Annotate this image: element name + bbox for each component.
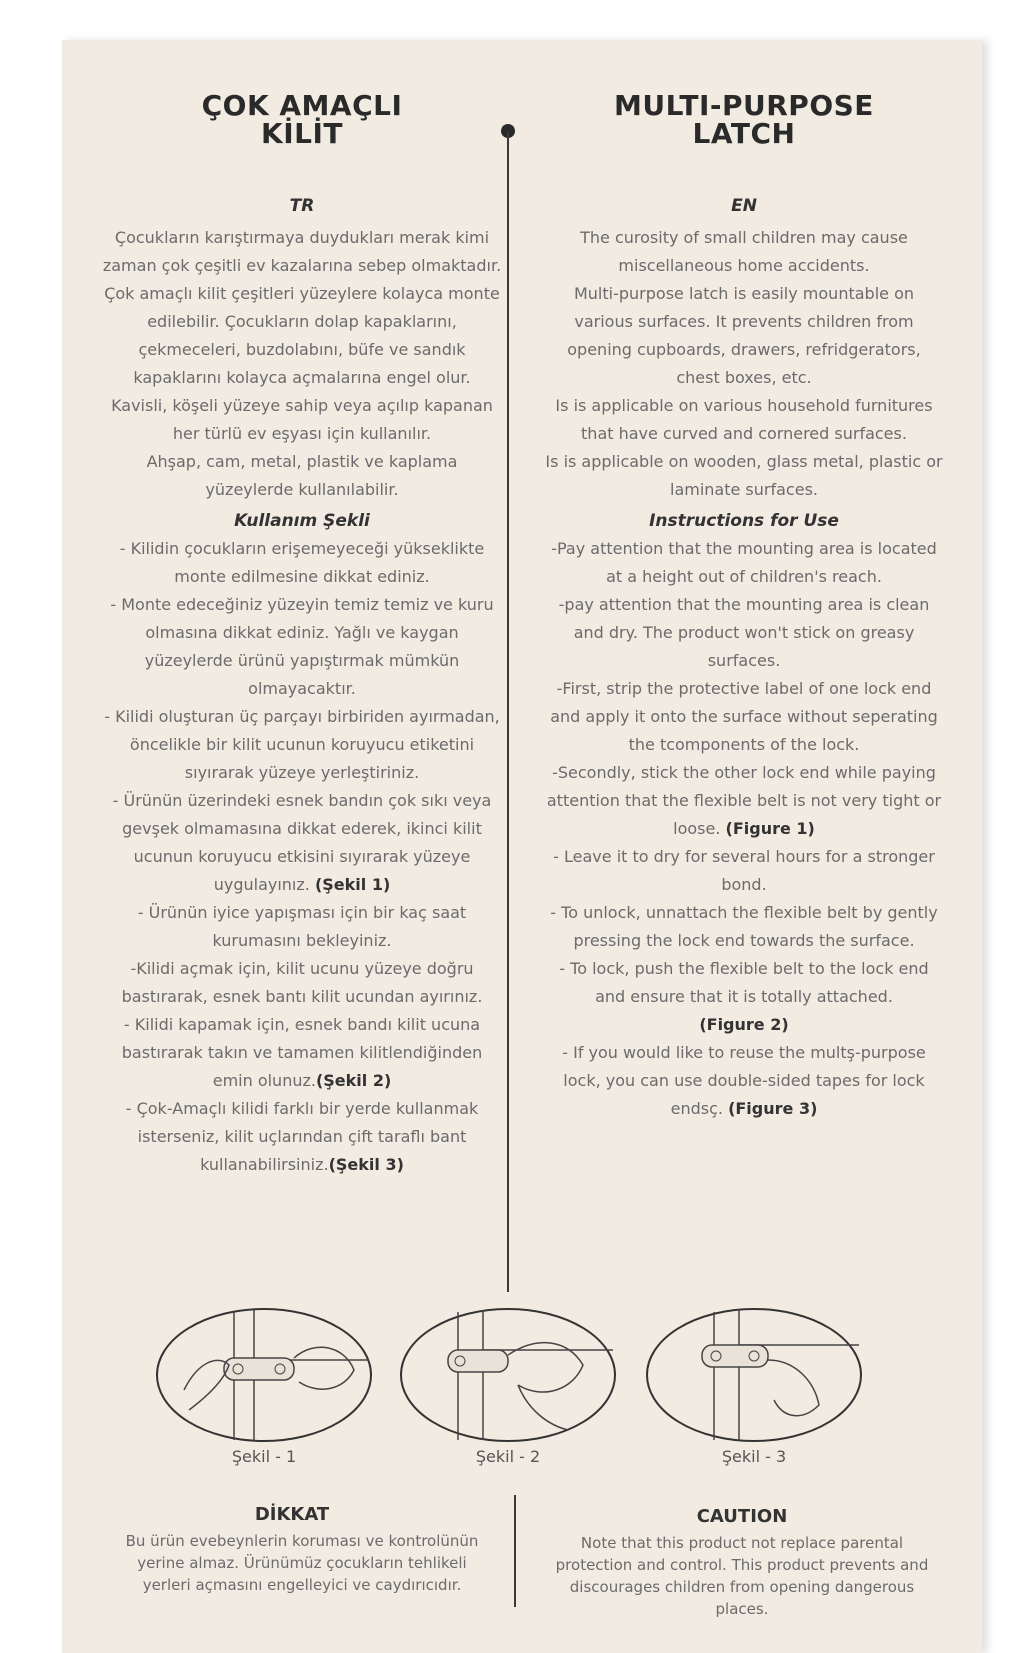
- en-intro-2: Multi-purpose latch is easily mountable on various surfaces. It prevents children from opening cupboards, drawers, refridgerators, chest boxes, etc.: [567, 284, 921, 387]
- en-lang-label: EN: [731, 196, 757, 216]
- tr-usage-5: - Ürünün iyice yapışması için bir kaç saat kurumasını bekleyiniz.: [137, 903, 467, 950]
- en-usage-3: -First, strip the protective label of one lock end and apply it onto the surface without seperating the tcomponents of the lock.: [550, 679, 938, 754]
- figure-2-label: Şekil - 2: [475, 1447, 541, 1466]
- caution-en-title: CAUTION: [696, 1506, 788, 1527]
- figure-3-illustration: [644, 1300, 864, 1450]
- en-intro-3: Is is applicable on various household furnitures that have curved and cornered surfaces.: [555, 396, 933, 443]
- column-divider: [507, 132, 509, 1292]
- tr-usage-7: - Kilidi kapamak için, esnek bandı kilit ucuna bastırarak takın ve tamamen kilitlendiğinden emin olunuz.(Şekil 2): [121, 1015, 483, 1090]
- figure-1-label: Şekil - 1: [231, 1447, 297, 1466]
- tr-intro-2: Çok amaçlı kilit çeşitleri yüzeylere kolayca monte edilebilir. Çocukların dolap kapaklarını, çekmeceleri, buzdolabını, büfe ve sandık kapaklarını kolayca açmalarına engel olur.: [104, 284, 500, 387]
- tr-intro-4: Ahşap, cam, metal, plastik ve kaplama yüzeylerde kullanılabilir.: [146, 452, 458, 499]
- tr-usage-2: - Monte edeceğiniz yüzeyin temiz temiz ve kuru olmasına dikkat ediniz. Yağlı ve kaygan yüzeylerde ürünü yapıştırmak mümkün olmayacaktır.: [110, 595, 494, 698]
- tr-title-line1: ÇOK AMAÇLI: [201, 89, 403, 122]
- tr-fig2-ref: (Şekil 2): [315, 1071, 392, 1090]
- tr-intro-3: Kavisli, köşeli yüzeye sahip veya açılıp kapanan her türlü ev eşyası için kullanılır.: [111, 396, 493, 443]
- en-usage-4: -Secondly, stick the other lock end while paying attention that the flexible belt is not very tight or loose. (Figure 1): [546, 763, 942, 838]
- en-body: [544, 224, 944, 1123]
- tr-usage-8: - Çok-Amaçlı kilidi farklı bir yerde kullanmak isterseniz, kilit uçlarından çift taraflı bant kullanabilirsiniz.(Şekil 3): [125, 1099, 479, 1174]
- en-usage-5: - Leave it to dry for several hours for a stronger bond.: [553, 847, 935, 894]
- en-fig1-ref: (Figure 1): [725, 819, 815, 838]
- caution-tr-title: DİKKAT: [254, 1504, 330, 1525]
- tr-fig1-ref: (Şekil 1): [314, 875, 391, 894]
- en-usage-6: - To unlock, unnattach the flexible belt by gently pressing the lock end towards the surface.: [550, 903, 938, 950]
- en-fig3-ref: (Figure 3): [728, 1099, 818, 1118]
- tr-title: [102, 89, 502, 150]
- tr-title-line2: KİLİT: [261, 117, 343, 150]
- caution-tr-text: Bu ürün evebeynlerin koruması ve kontrolünün yerine almaz. Ürünümüz çocukların tehlikeli yerleri açmasını engelleyici ve caydırıcıdır.: [125, 1532, 479, 1594]
- tr-usage-4: - Ürünün üzerindeki esnek bandın çok sıkı veya gevşek olmamasına dikkat ederek, ikinci kilit ucunun koruyucu etkisini sıyırarak yüzeye uygulayınız. (Şekil 1): [112, 791, 492, 894]
- en-intro-4: Is is applicable on wooden, glass metal, plastic or laminate surfaces.: [545, 452, 943, 499]
- en-title-line2: LATCH: [692, 117, 796, 150]
- tr-lang-label: TR: [289, 196, 315, 216]
- en-usage-2: -pay attention that the mounting area is clean and dry. The product won't stick on greasy surfaces.: [558, 595, 930, 670]
- en-intro-1: The curosity of small children may cause miscellaneous home accidents.: [580, 228, 908, 275]
- tr-usage-title: Kullanım Şekli: [234, 511, 370, 531]
- en-fig2-line: [544, 1011, 944, 1039]
- instruction-sheet: [62, 40, 982, 1653]
- en-usage-7: - To lock, push the flexible belt to the lock end and ensure that it is totally attached.: [559, 959, 929, 1006]
- en-usage-8: - If you would like to reuse the multş-purpose lock, you can use double-sided tapes for lock endsç. (Figure 3): [562, 1043, 926, 1118]
- tr-body: [102, 224, 502, 1179]
- caution-divider: [514, 1495, 516, 1607]
- tr-intro-1: Çocukların karıştırmaya duydukları merak kimi zaman çok çeşitli ev kazalarına sebep olmaktadır.: [102, 228, 502, 275]
- tr-usage-1: - Kilidin çocukların erişemeyeceği yükseklikte monte edilmesine dikkat ediniz.: [119, 539, 485, 586]
- tr-fig3-ref: (Şekil 3): [328, 1155, 404, 1174]
- figure-3-label: Şekil - 3: [721, 1447, 787, 1466]
- figure-2-illustration: [398, 1300, 618, 1450]
- caution-en-text: Note that this product not replace parental protection and control. This product prevents and discourages children from opening dangerous places.: [555, 1534, 929, 1618]
- figure-1-illustration: [154, 1300, 374, 1450]
- en-usage-1: -Pay attention that the mounting area is located at a height out of children's reach.: [551, 539, 937, 586]
- tr-usage-3: - Kilidi oluşturan üç parçayı birbiriden ayırmadan, öncelikle bir kilit ucunun koruyucu etiketini sıyırarak yüzeye yerleştiriniz.: [104, 707, 500, 782]
- en-title: [544, 89, 944, 150]
- en-usage-title: Instructions for Use: [649, 511, 839, 531]
- tr-usage-6: -Kilidi açmak için, kilit ucunu yüzeye doğru bastırarak, esnek bantı kilit ucundan ayırınız.: [121, 959, 483, 1006]
- en-fig2-ref: (Figure 2): [699, 1015, 789, 1034]
- en-title-line1: MULTI-PURPOSE: [614, 89, 874, 122]
